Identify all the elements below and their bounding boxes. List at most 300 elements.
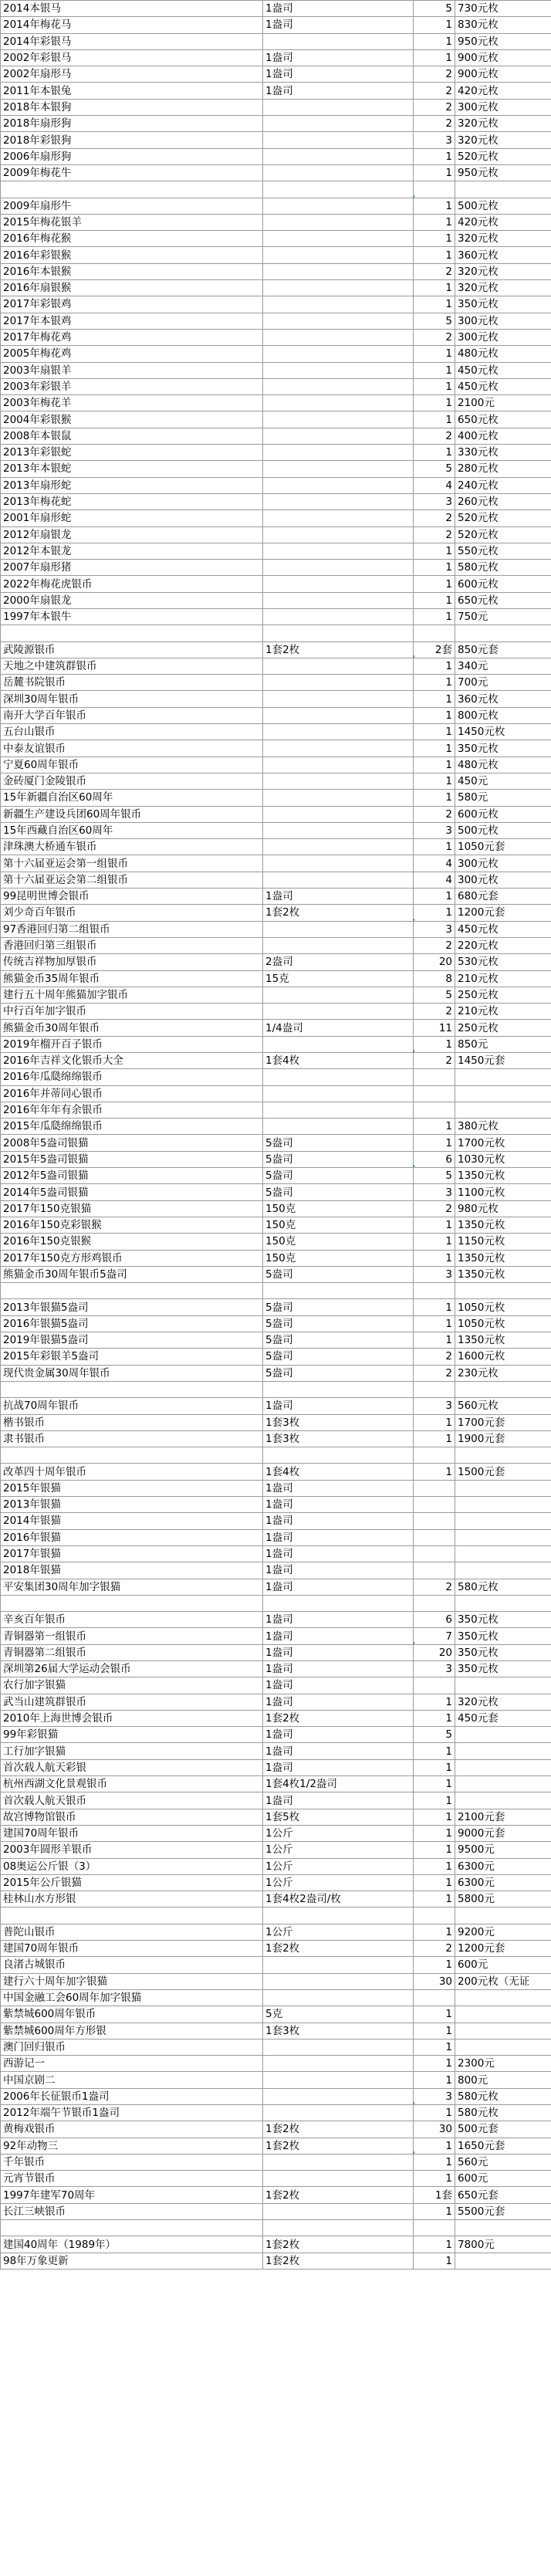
price-cell[interactable]: 580元枚 (455, 2105, 551, 2121)
quantity-cell[interactable]: 2 (414, 510, 455, 526)
item-name-cell[interactable]: 2000年扇银龙 (1, 592, 263, 608)
quantity-cell[interactable]: 1 (414, 740, 455, 757)
spec-cell[interactable] (263, 378, 414, 394)
quantity-cell[interactable]: 1 (414, 198, 455, 214)
quantity-cell[interactable]: 1 (414, 608, 455, 625)
spec-cell[interactable] (263, 99, 414, 115)
spec-cell[interactable] (263, 493, 414, 509)
spec-cell[interactable]: 1公斤 (263, 1825, 414, 1841)
spec-cell[interactable] (263, 740, 414, 757)
spec-cell[interactable] (263, 1907, 414, 1924)
spec-cell[interactable]: 1套2枚 (263, 2138, 414, 2154)
quantity-cell[interactable] (414, 1381, 455, 1397)
item-name-cell[interactable]: 2015年公斤银猫 (1, 1874, 263, 1891)
item-name-cell[interactable]: 2014年5盎司银猫 (1, 1184, 263, 1200)
spec-cell[interactable] (263, 1283, 414, 1299)
price-cell[interactable]: 250元枚 (455, 1020, 551, 1036)
quantity-cell[interactable]: 5 (414, 461, 455, 477)
item-name-cell[interactable]: 2003年扇银羊 (1, 362, 263, 378)
quantity-cell[interactable]: 1 (414, 2154, 455, 2170)
quantity-cell[interactable]: 1 (414, 1759, 455, 1775)
spec-cell[interactable]: 150克 (263, 1217, 414, 1233)
quantity-cell[interactable]: 2 (414, 428, 455, 444)
price-cell[interactable]: 800元枚 (455, 707, 551, 723)
quantity-cell[interactable]: 1 (414, 1430, 455, 1447)
item-name-cell[interactable]: 2015年瓜瓞绵绵银币 (1, 1119, 263, 1135)
price-cell[interactable]: 1100元枚 (455, 1184, 551, 1200)
spec-cell[interactable] (263, 1004, 414, 1020)
item-name-cell[interactable]: 2012年扇银龙 (1, 526, 263, 543)
item-name-cell[interactable]: 2014年梅花马 (1, 17, 263, 33)
quantity-cell[interactable]: 2 (414, 116, 455, 132)
item-name-cell[interactable]: 2009年梅花牛 (1, 164, 263, 181)
spec-cell[interactable] (263, 560, 414, 576)
spec-cell[interactable] (263, 2220, 414, 2236)
price-cell[interactable]: 320元枚 (455, 231, 551, 247)
quantity-cell[interactable] (414, 1283, 455, 1299)
item-name-cell[interactable]: 2006年扇形狗 (1, 148, 263, 164)
item-name-cell[interactable]: 武当山建筑群银币 (1, 1694, 263, 1710)
quantity-cell[interactable] (414, 1907, 455, 1924)
item-name-cell[interactable]: 楷书银币 (1, 1414, 263, 1430)
quantity-cell[interactable]: 1 (414, 592, 455, 608)
price-cell[interactable]: 560元枚 (455, 1398, 551, 1414)
item-name-cell[interactable]: 工行加字银猫 (1, 1743, 263, 1759)
spec-cell[interactable] (263, 346, 414, 362)
quantity-cell[interactable] (414, 1447, 455, 1464)
price-cell[interactable]: 600元枚 (455, 576, 551, 592)
quantity-cell[interactable]: 3 (414, 1266, 455, 1282)
price-cell[interactable]: 210元枚 (455, 970, 551, 987)
spec-cell[interactable] (263, 724, 414, 740)
price-cell[interactable]: 240元枚 (455, 477, 551, 493)
item-name-cell[interactable]: 1997年建军70周年 (1, 2187, 263, 2203)
item-name-cell[interactable]: 2016年银猫5盎司 (1, 1315, 263, 1332)
quantity-cell[interactable]: 1 (414, 445, 455, 461)
price-cell[interactable] (455, 2039, 551, 2055)
spec-cell[interactable] (263, 477, 414, 493)
spec-cell[interactable] (263, 1119, 414, 1135)
spec-cell[interactable] (263, 231, 414, 247)
price-cell[interactable]: 680元套 (455, 889, 551, 905)
price-cell[interactable]: 320元枚 (455, 132, 551, 148)
quantity-cell[interactable]: 1 (414, 576, 455, 592)
item-name-cell[interactable]: 2008年本银鼠 (1, 428, 263, 444)
price-cell[interactable]: 730元枚 (455, 1, 551, 17)
price-cell[interactable]: 750元 (455, 608, 551, 625)
quantity-cell[interactable]: 2 (414, 1365, 455, 1381)
item-name-cell[interactable]: 2016年扇银猴 (1, 280, 263, 296)
spec-cell[interactable] (263, 608, 414, 625)
quantity-cell[interactable]: 1 (414, 1414, 455, 1430)
spec-cell[interactable] (263, 411, 414, 428)
item-name-cell[interactable]: 2006年长征银币1盎司 (1, 2088, 263, 2104)
item-name-cell[interactable] (1, 1907, 263, 1924)
item-name-cell[interactable]: 2016年彩银猴 (1, 247, 263, 263)
price-cell[interactable]: 850元套 (455, 641, 551, 658)
item-name-cell[interactable]: 中行百年加字银币 (1, 1004, 263, 1020)
price-cell[interactable]: 700元 (455, 675, 551, 691)
price-cell[interactable] (455, 1907, 551, 1924)
price-cell[interactable]: 600元 (455, 1957, 551, 1973)
spec-cell[interactable] (263, 543, 414, 559)
price-cell[interactable]: 300元枚 (455, 855, 551, 872)
quantity-cell[interactable]: 3 (414, 493, 455, 509)
spec-cell[interactable]: 1盎司 (263, 1792, 414, 1809)
spec-cell[interactable]: 1/4盎司 (263, 1020, 414, 1036)
quantity-cell[interactable]: 1 (414, 1924, 455, 1940)
spec-cell[interactable] (263, 1973, 414, 1989)
quantity-cell[interactable] (414, 1989, 455, 2006)
item-name-cell[interactable]: 金砖厦门金陵银币 (1, 773, 263, 789)
spec-cell[interactable]: 1套2枚 (263, 2253, 414, 2269)
price-cell[interactable]: 1450元枚 (455, 724, 551, 740)
quantity-cell[interactable]: 1 (414, 1825, 455, 1841)
item-name-cell[interactable]: 千年银币 (1, 2154, 263, 2170)
spec-cell[interactable]: 1套4枚2盎司/枚 (263, 1891, 414, 1907)
spec-cell[interactable] (263, 362, 414, 378)
spec-cell[interactable] (263, 1069, 414, 1085)
item-name-cell[interactable]: 元宵节银币 (1, 2171, 263, 2187)
quantity-cell[interactable]: 5 (414, 1727, 455, 1743)
item-name-cell[interactable]: 建行六十周年加字银猫 (1, 1973, 263, 1989)
quantity-cell[interactable]: 1 (414, 280, 455, 296)
quantity-cell[interactable]: 1 (414, 1776, 455, 1792)
price-cell[interactable]: 830元枚 (455, 17, 551, 33)
item-name-cell[interactable]: 2018年扇形狗 (1, 116, 263, 132)
spec-cell[interactable] (263, 313, 414, 329)
spec-cell[interactable] (263, 855, 414, 872)
quantity-cell[interactable]: 1 (414, 2105, 455, 2121)
spec-cell[interactable] (263, 329, 414, 345)
price-cell[interactable]: 350元枚 (455, 296, 551, 313)
item-name-cell[interactable]: 平安集团30周年加字银猫 (1, 1579, 263, 1595)
quantity-cell[interactable]: 1 (414, 1792, 455, 1809)
spec-cell[interactable]: 1公斤 (263, 1858, 414, 1874)
quantity-cell[interactable]: 6 (414, 1612, 455, 1628)
quantity-cell[interactable]: 1 (414, 247, 455, 263)
item-name-cell[interactable]: 长江三峡银币 (1, 2203, 263, 2219)
price-cell[interactable]: 500元枚 (455, 198, 551, 214)
price-cell[interactable]: 300元枚 (455, 329, 551, 345)
quantity-cell[interactable] (414, 1513, 455, 1529)
quantity-cell[interactable]: 1 (414, 1217, 455, 1233)
price-cell[interactable] (455, 1085, 551, 1102)
price-cell[interactable]: 1200元套 (455, 905, 551, 921)
item-name-cell[interactable]: 2005年梅花鸡 (1, 346, 263, 362)
quantity-cell[interactable]: 1 (414, 757, 455, 773)
spec-cell[interactable]: 1套2枚 (263, 641, 414, 658)
price-cell[interactable]: 260元枚 (455, 493, 551, 509)
spec-cell[interactable] (263, 280, 414, 296)
spec-cell[interactable]: 1套4枚1/2盎司 (263, 1776, 414, 1792)
quantity-cell[interactable]: 3 (414, 132, 455, 148)
quantity-cell[interactable]: 1 (414, 691, 455, 707)
item-name-cell[interactable]: 天地之中建筑群银币 (1, 658, 263, 674)
quantity-cell[interactable]: 1 (414, 2203, 455, 2219)
price-cell[interactable]: 1450元套 (455, 1053, 551, 1069)
price-cell[interactable]: 9000元套 (455, 1825, 551, 1841)
item-name-cell[interactable]: 2013年梅花蛇 (1, 493, 263, 509)
price-cell[interactable]: 320元枚 (455, 280, 551, 296)
item-name-cell[interactable]: 深圳第26届大学运动会银币 (1, 1660, 263, 1677)
price-cell[interactable]: 500元套 (455, 2121, 551, 2138)
spec-cell[interactable] (263, 461, 414, 477)
price-cell[interactable]: 300元枚 (455, 99, 551, 115)
spec-cell[interactable] (263, 1989, 414, 2006)
quantity-cell[interactable] (414, 1102, 455, 1118)
price-cell[interactable]: 250元枚 (455, 987, 551, 1003)
spec-cell[interactable]: 1盎司 (263, 1497, 414, 1513)
price-cell[interactable]: 230元枚 (455, 1365, 551, 1381)
item-name-cell[interactable] (1, 1283, 263, 1299)
spec-cell[interactable] (263, 510, 414, 526)
item-name-cell[interactable]: 现代贵金属30周年银币 (1, 1365, 263, 1381)
spec-cell[interactable] (263, 148, 414, 164)
spec-cell[interactable]: 1套2枚 (263, 2121, 414, 2138)
price-cell[interactable]: 2100元套 (455, 1809, 551, 1825)
price-cell[interactable]: 1150元枚 (455, 1234, 551, 1250)
quantity-cell[interactable]: 1 (414, 1809, 455, 1825)
item-name-cell[interactable]: 2016年并蒂同心银币 (1, 1085, 263, 1102)
quantity-cell[interactable]: 4 (414, 872, 455, 888)
quantity-cell[interactable]: 3 (414, 921, 455, 937)
price-cell[interactable]: 9200元 (455, 1924, 551, 1940)
spec-cell[interactable]: 1套3枚 (263, 2023, 414, 2039)
spec-cell[interactable] (263, 116, 414, 132)
quantity-cell[interactable]: 1 (414, 658, 455, 674)
quantity-cell[interactable]: 7 (414, 1628, 455, 1644)
item-name-cell[interactable]: 99昆明世博会银币 (1, 889, 263, 905)
spec-cell[interactable] (263, 691, 414, 707)
item-name-cell[interactable]: 南开大学百年银币 (1, 707, 263, 723)
quantity-cell[interactable]: 2 (414, 1941, 455, 1957)
item-name-cell[interactable]: 2016年瓜瓞绵绵银币 (1, 1069, 263, 1085)
price-cell[interactable] (455, 1102, 551, 1118)
item-name-cell[interactable]: 建国40周年（1989年） (1, 2236, 263, 2253)
spec-cell[interactable]: 1盎司 (263, 49, 414, 66)
price-cell[interactable]: 450元 (455, 773, 551, 789)
spec-cell[interactable] (263, 937, 414, 953)
item-name-cell[interactable]: 2016年本银猴 (1, 263, 263, 279)
quantity-cell[interactable]: 1 (414, 2056, 455, 2072)
quantity-cell[interactable] (414, 1545, 455, 1562)
spec-cell[interactable]: 5盎司 (263, 1365, 414, 1381)
price-cell[interactable]: 1050元套 (455, 839, 551, 855)
item-name-cell[interactable]: 建国70周年银币 (1, 1825, 263, 1841)
price-cell[interactable]: 210元枚 (455, 1004, 551, 1020)
spec-cell[interactable]: 1公斤 (263, 1874, 414, 1891)
spec-cell[interactable]: 5盎司 (263, 1151, 414, 1167)
item-name-cell[interactable]: 2014年银猫 (1, 1513, 263, 1529)
quantity-cell[interactable]: 1 (414, 411, 455, 428)
item-name-cell[interactable]: 抗战70周年银币 (1, 1398, 263, 1414)
price-cell[interactable]: 1350元枚 (455, 1250, 551, 1266)
quantity-cell[interactable]: 1 (414, 1234, 455, 1250)
item-name-cell[interactable]: 香港回归第三组银币 (1, 937, 263, 953)
item-name-cell[interactable]: 青铜器第一组银币 (1, 1628, 263, 1644)
spec-cell[interactable]: 1套4枚 (263, 1464, 414, 1480)
price-cell[interactable] (455, 1529, 551, 1545)
price-cell[interactable]: 320元枚 (455, 1694, 551, 1710)
price-cell[interactable]: 300元枚 (455, 313, 551, 329)
spec-cell[interactable] (263, 198, 414, 214)
quantity-cell[interactable]: 6 (414, 1151, 455, 1167)
quantity-cell[interactable]: 1 (414, 839, 455, 855)
quantity-cell[interactable]: 1 (414, 707, 455, 723)
quantity-cell[interactable]: 1 (414, 1874, 455, 1891)
price-cell[interactable]: 320元枚 (455, 116, 551, 132)
spec-cell[interactable] (263, 1957, 414, 1973)
price-cell[interactable]: 480元枚 (455, 757, 551, 773)
price-cell[interactable]: 400元枚 (455, 428, 551, 444)
spec-cell[interactable] (263, 658, 414, 674)
quantity-cell[interactable]: 2 (414, 1053, 455, 1069)
spec-cell[interactable] (263, 1036, 414, 1052)
quantity-cell[interactable]: 1 (414, 889, 455, 905)
quantity-cell[interactable]: 1 (414, 1743, 455, 1759)
spec-cell[interactable]: 5盎司 (263, 1349, 414, 1365)
spec-cell[interactable]: 1套3枚 (263, 1430, 414, 1447)
item-name-cell[interactable]: 新疆生产建设兵团60周年银币 (1, 806, 263, 822)
quantity-cell[interactable]: 1 (414, 1694, 455, 1710)
spec-cell[interactable] (263, 164, 414, 181)
spec-cell[interactable]: 1盎司 (263, 1727, 414, 1743)
spec-cell[interactable] (263, 526, 414, 543)
price-cell[interactable]: 5500元套 (455, 2203, 551, 2219)
quantity-cell[interactable]: 1 (414, 790, 455, 806)
quantity-cell[interactable] (414, 1562, 455, 1579)
quantity-cell[interactable]: 1套 (414, 2187, 455, 2203)
item-name-cell[interactable]: 改革四十周年银币 (1, 1464, 263, 1480)
spec-cell[interactable] (263, 806, 414, 822)
quantity-cell[interactable]: 1 (414, 1135, 455, 1151)
item-name-cell[interactable]: 桂林山水方形银 (1, 1891, 263, 1907)
spec-cell[interactable] (263, 263, 414, 279)
quantity-cell[interactable]: 1 (414, 2253, 455, 2269)
price-cell[interactable] (455, 1497, 551, 1513)
price-cell[interactable] (455, 1677, 551, 1694)
spec-cell[interactable]: 1盎司 (263, 1612, 414, 1628)
spec-cell[interactable] (263, 707, 414, 723)
spec-cell[interactable] (263, 1595, 414, 1611)
price-cell[interactable]: 2300元 (455, 2056, 551, 2072)
item-name-cell[interactable]: 刘少奇百年银币 (1, 905, 263, 921)
item-name-cell[interactable]: 深圳30周年银币 (1, 691, 263, 707)
quantity-cell[interactable]: 4 (414, 477, 455, 493)
item-name-cell[interactable]: 2016年150克银猴 (1, 1234, 263, 1250)
price-cell[interactable]: 380元枚 (455, 1119, 551, 1135)
item-name-cell[interactable]: 传统吉祥物加厚银币 (1, 954, 263, 970)
quantity-cell[interactable]: 5 (414, 1168, 455, 1184)
price-cell[interactable]: 220元枚 (455, 937, 551, 953)
quantity-cell[interactable] (414, 625, 455, 641)
price-cell[interactable] (455, 1562, 551, 1579)
price-cell[interactable]: 2100元 (455, 395, 551, 411)
price-cell[interactable]: 580元 (455, 790, 551, 806)
item-name-cell[interactable]: 2001年扇形蛇 (1, 510, 263, 526)
price-cell[interactable]: 560元 (455, 2154, 551, 2170)
price-cell[interactable]: 520元枚 (455, 526, 551, 543)
item-name-cell[interactable]: 2013年银猫5盎司 (1, 1299, 263, 1315)
price-cell[interactable] (455, 2023, 551, 2039)
price-cell[interactable] (455, 2220, 551, 2236)
item-name-cell[interactable]: 2004年彩银猴 (1, 411, 263, 428)
price-cell[interactable]: 6300元 (455, 1874, 551, 1891)
price-cell[interactable] (455, 2006, 551, 2023)
price-cell[interactable]: 950元枚 (455, 164, 551, 181)
spec-cell[interactable] (263, 921, 414, 937)
price-cell[interactable]: 1350元枚 (455, 1266, 551, 1282)
quantity-cell[interactable]: 2 (414, 1349, 455, 1365)
spec-cell[interactable]: 1盎司 (263, 1398, 414, 1414)
spec-cell[interactable] (263, 2088, 414, 2104)
item-name-cell[interactable]: 2013年银猫 (1, 1497, 263, 1513)
quantity-cell[interactable]: 5 (414, 1, 455, 17)
item-name-cell[interactable]: 西游记一 (1, 2056, 263, 2072)
spec-cell[interactable]: 1公斤 (263, 1924, 414, 1940)
item-name-cell[interactable]: 2016年吉祥文化银币大全 (1, 1053, 263, 1069)
quantity-cell[interactable] (414, 1480, 455, 1496)
spec-cell[interactable]: 5盎司 (263, 1135, 414, 1151)
item-name-cell[interactable]: 2015年梅花银羊 (1, 214, 263, 230)
price-cell[interactable]: 1650元套 (455, 2138, 551, 2154)
quantity-cell[interactable]: 1 (414, 17, 455, 33)
item-name-cell[interactable]: 首次载人航天彩银 (1, 1759, 263, 1775)
spec-cell[interactable]: 1盎司 (263, 1, 414, 17)
price-cell[interactable] (455, 625, 551, 641)
spec-cell[interactable]: 1盎司 (263, 1562, 414, 1579)
item-name-cell[interactable]: 2015年5盎司银猫 (1, 1151, 263, 1167)
price-cell[interactable] (455, 1776, 551, 1792)
spec-cell[interactable] (263, 987, 414, 1003)
spec-cell[interactable]: 1盎司 (263, 1743, 414, 1759)
quantity-cell[interactable]: 2 (414, 1579, 455, 1595)
quantity-cell[interactable]: 1 (414, 2006, 455, 2023)
price-cell[interactable] (455, 1792, 551, 1809)
spec-cell[interactable]: 1盎司 (263, 1644, 414, 1660)
spec-cell[interactable] (263, 822, 414, 838)
price-cell[interactable]: 980元枚 (455, 1200, 551, 1217)
spec-cell[interactable] (263, 214, 414, 230)
item-name-cell[interactable]: 2012年本银龙 (1, 543, 263, 559)
price-cell[interactable]: 350元枚 (455, 1660, 551, 1677)
quantity-cell[interactable]: 1 (414, 395, 455, 411)
quantity-cell[interactable]: 3 (414, 1398, 455, 1414)
item-name-cell[interactable]: 津珠澳大桥通车银币 (1, 839, 263, 855)
price-cell[interactable] (455, 1545, 551, 1562)
item-name-cell[interactable]: 2003年圆形羊银币 (1, 1842, 263, 1858)
quantity-cell[interactable]: 3 (414, 1184, 455, 1200)
spec-cell[interactable] (263, 2039, 414, 2055)
price-cell[interactable] (455, 1743, 551, 1759)
item-name-cell[interactable]: 2011年本银兔 (1, 83, 263, 99)
spec-cell[interactable] (263, 1085, 414, 1102)
spec-cell[interactable] (263, 2203, 414, 2219)
spec-cell[interactable]: 1套2枚 (263, 2236, 414, 2253)
quantity-cell[interactable]: 1 (414, 543, 455, 559)
price-cell[interactable]: 350元枚 (455, 1612, 551, 1628)
quantity-cell[interactable]: 1 (414, 1315, 455, 1332)
quantity-cell[interactable]: 3 (414, 2088, 455, 2104)
item-name-cell[interactable]: 2016年年年有余银币 (1, 1102, 263, 1118)
price-cell[interactable]: 7800元 (455, 2236, 551, 2253)
item-name-cell[interactable] (1, 1595, 263, 1611)
item-name-cell[interactable]: 2013年本银蛇 (1, 461, 263, 477)
spec-cell[interactable]: 1盎司 (263, 889, 414, 905)
item-name-cell[interactable]: 熊猫金币30周年银币5盎司 (1, 1266, 263, 1282)
price-cell[interactable]: 580元枚 (455, 2088, 551, 2104)
